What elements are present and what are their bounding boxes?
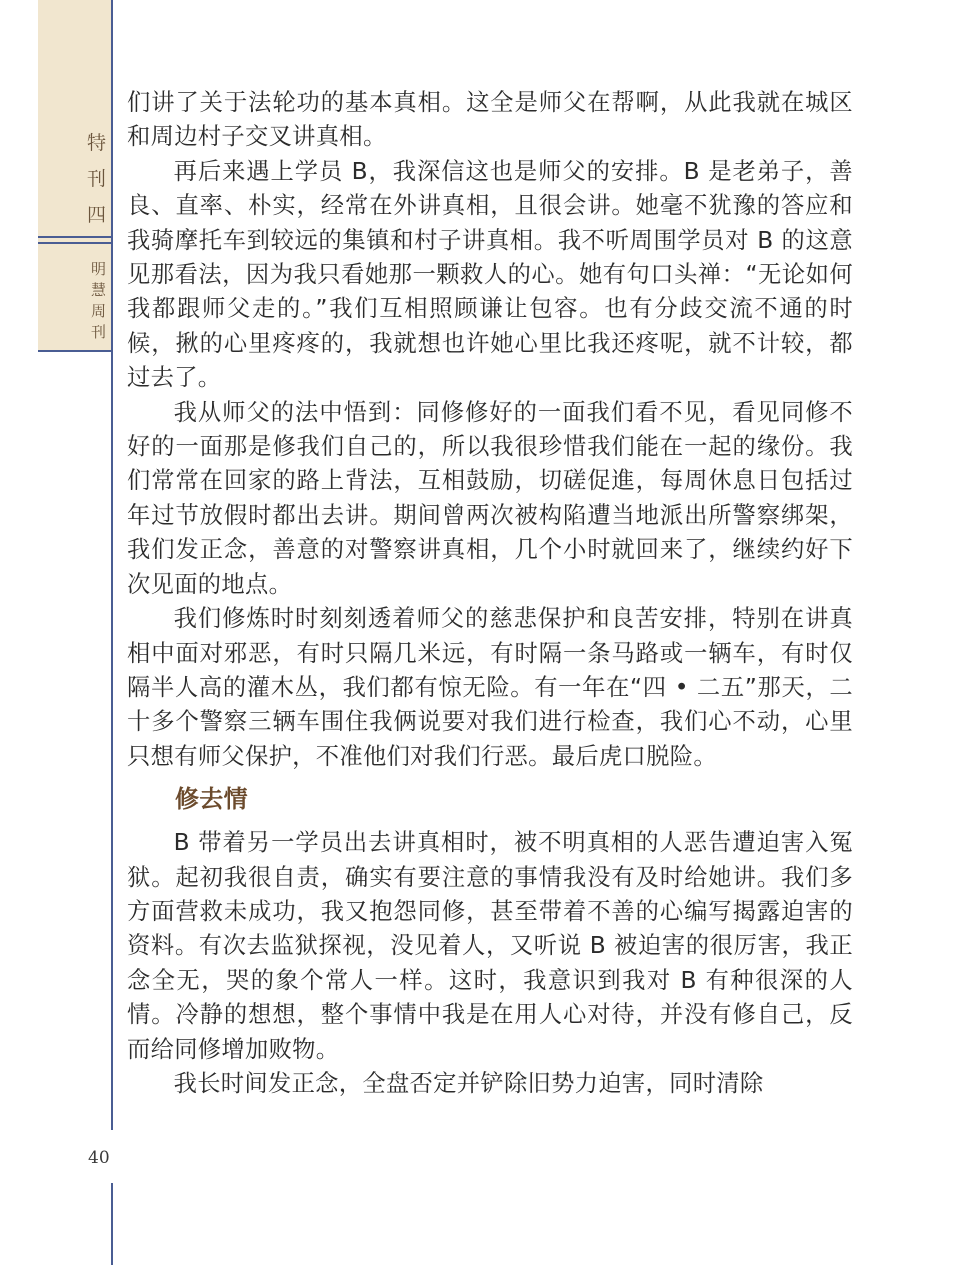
margin-rule [111,1183,113,1265]
paragraph: B 带着另一学员出去讲真相时，被不明真相的人恶告遭迫害入冤狱。起初我很自责，确实有要注意的事情我没有及时给她讲。我们多方面营救未成功，我又抱怨同修，甚至带着不善的心编写揭露迫害的资料。有次去监狱探视，没见着人，又听说 B 被迫害的很厉害，我正念全无，哭的象个常人一样。这时，我意识到我对 B 有种很深的人情。冷静的想想，整个事情中我是在用人心对待，并没有修自己，反而给同修增加败物。 [127,829,853,1063]
journal-char: 刊 [90,323,106,341]
tab-divider [38,350,111,352]
journal-char: 慧 [90,281,106,299]
page-number: 40 [88,1148,110,1168]
side-tab [38,0,111,352]
paragraph: 我们修炼时时刻刻透着师父的慈悲保护和良苦安排，特别在讲真相中面对邪恶，有时只隔几米远，有时隔一条马路或一辆车，有时仅隔半人高的灌木丛，我们都有惊无险。有一年在“四 • 二五”那天，二十多个警察三辆车围住我俩说要对我们进行检查，我们心不动，心里只想有师父保护，不准他们对我们行恶。最后虎口脱险。 [127,605,853,770]
paragraph: 我从师父的法中悟到：同修修好的一面我们看不见，看见同修不好的一面那是修我们自己的，所以我很珍惜我们能在一起的缘份。我们常常在回家的路上背法，互相鼓励，切磋促進，每周休息日包括过年过节放假时都出去讲。期间曾两次被构陷遭当地派出所警察绑架，我们发正念，善意的对警察讲真相，几个小时就回来了，继续约好下次见面的地点。 [127,398,853,598]
journal-char: 周 [90,302,106,320]
section-heading: 修去情 [175,785,248,814]
paragraph: 我长时间发正念，全盘否定并铲除旧势力迫害，同时清除 [173,1069,764,1097]
special-issue-char: 四 [86,204,106,226]
paragraph: 们讲了关于法轮功的基本真相。这全是师父在帮啊，从此我就在城区和周边村子交叉讲真相。 [127,89,853,151]
paragraph: 再后来遇上学员 B，我深信这也是师父的安排。B 是老弟子，善良、直率、朴实，经常在外讲真相，且很会讲。她毫不犹豫的答应和我骑摩托车到较远的集镇和村子讲真相。我不听周围学员对 B 的这意见那看法，因为我只看她那一颗救人的心。她有句口头禅：“无论如何我都跟师父走的。”我们互相照顾谦让包容。也有分歧交流不通的时候，揪的心里疼疼的，我就想也许她心里比我还疼呢，就不计较，都过去了。 [127,157,853,392]
tab-divider [38,236,111,238]
margin-rule [111,0,113,1130]
journal-char: 明 [90,260,106,278]
special-issue-char: 刊 [86,168,106,190]
special-issue-char: 特 [86,132,106,154]
article-body [127,86,853,1101]
tab-divider [38,242,111,244]
